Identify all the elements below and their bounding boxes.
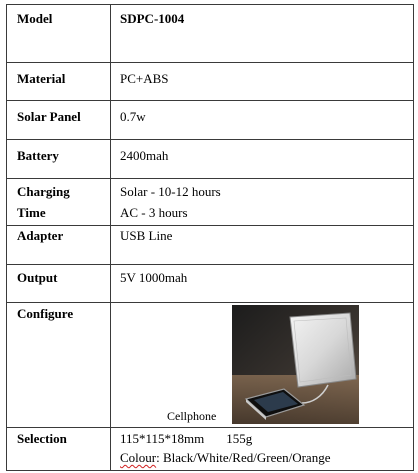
value-colour-word: Colour xyxy=(120,450,157,465)
table-row-adapter xyxy=(7,226,413,265)
product-photo xyxy=(232,305,359,424)
label-charging-line1: Charging xyxy=(17,184,70,199)
table-row-battery xyxy=(7,140,413,179)
value-output: 5V 1000mah xyxy=(120,270,188,285)
value-solar-panel: 0.7w xyxy=(120,109,146,124)
table-row-configure xyxy=(7,303,413,428)
value-selection-line2 xyxy=(120,448,330,468)
label-battery: Battery xyxy=(17,148,59,163)
value-adapter: USB Line xyxy=(120,228,173,243)
table-row-charging-time xyxy=(7,179,413,226)
label-configure: Configure xyxy=(17,306,74,321)
cellphone-caption: Cellphone xyxy=(167,409,217,423)
label-output: Output xyxy=(17,270,58,285)
value-charging-solar: Solar - 10-12 hours xyxy=(120,184,221,199)
value-material: PC+ABS xyxy=(120,71,169,86)
value-battery: 2400mah xyxy=(120,148,169,163)
table-row-output xyxy=(7,265,413,303)
table-row-material xyxy=(7,63,413,101)
label-material: Material xyxy=(17,71,66,86)
solar-charger-image xyxy=(232,305,359,424)
label-selection: Selection xyxy=(17,431,67,446)
table-row-solar-panel xyxy=(7,101,413,140)
label-adapter: Adapter xyxy=(17,228,64,243)
label-model: Model xyxy=(17,11,53,26)
label-solar-panel: Solar Panel xyxy=(17,109,81,124)
value-colours: : Black/White/Red/Green/Orange xyxy=(156,450,331,465)
table-row-model xyxy=(7,5,413,63)
value-weight: 155g xyxy=(226,431,253,446)
value-selection-line1 xyxy=(120,429,252,449)
value-charging-ac: AC - 3 hours xyxy=(120,205,188,220)
value-model: SDPC-1004 xyxy=(120,11,185,26)
table-row-selection xyxy=(7,428,413,470)
value-dimensions: 115*115*18mm xyxy=(120,431,205,446)
label-charging-line2: Time xyxy=(17,205,46,220)
spec-table xyxy=(6,4,414,471)
